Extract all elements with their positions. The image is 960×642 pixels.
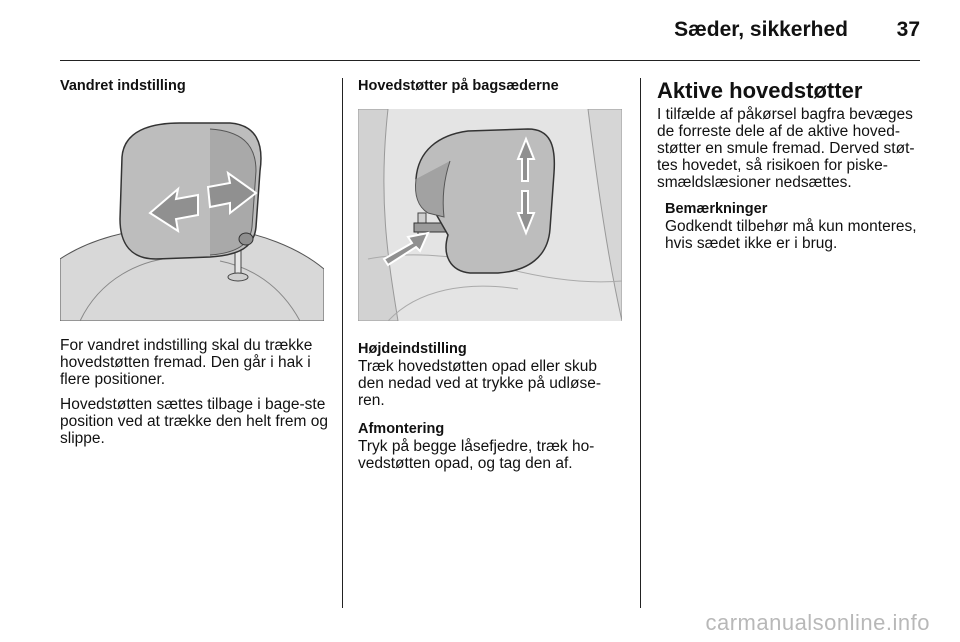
column-horizontal-adjustment [60,78,328,447]
subsection-title-removal: Afmontering [358,421,445,437]
paragraph: I tilfælde af påkørsel bagfra bevæges de forreste dele af de aktive hoved-støtter en smule fremad. Derved støt-tes hovedet, så risikoen for piske-smældslæsioner nedsættes. [657,106,915,191]
column-rear-headrests [358,78,624,472]
note-block [657,201,923,252]
paragraph: Tryk på begge låsefjedre, træk ho-vedstøtten opad, og tag den af. [358,438,595,472]
paragraph: Hovedstøtten sættes tilbage i bage-ste position ved at trække den helt frem og slippe. [60,396,328,447]
header-rule [60,60,920,61]
column-divider [342,78,343,608]
note-text: Godkendt tilbehør må kun monteres, hvis sædet ikke er i brug. [665,218,917,252]
page-header-title: Sæder, sikkerhed [674,18,848,41]
section-title: Aktive hovedstøtter [657,78,863,103]
rear-headrest-illustration [358,109,622,321]
section-heading: Hovedstøtter på bagsæderne [358,78,559,94]
page-number: 37 [896,18,920,41]
watermark: carmanualsonline.info [705,610,930,635]
paragraph: For vandret indstilling skal du trække hovedstøtten fremad. Den går i hak i flere positioner. [60,337,313,388]
column-active-headrests [657,78,923,252]
paragraph: Træk hovedstøtten opad eller skub den nedad ved at trykke på udløse-ren. [358,358,601,409]
subsection-title-height: Højdeindstilling [358,341,467,357]
headrest-horizontal-illustration [60,109,324,321]
column-divider [640,78,641,608]
note-title: Bemærkninger [665,201,768,217]
section-heading: Vandret indstilling [60,78,186,94]
